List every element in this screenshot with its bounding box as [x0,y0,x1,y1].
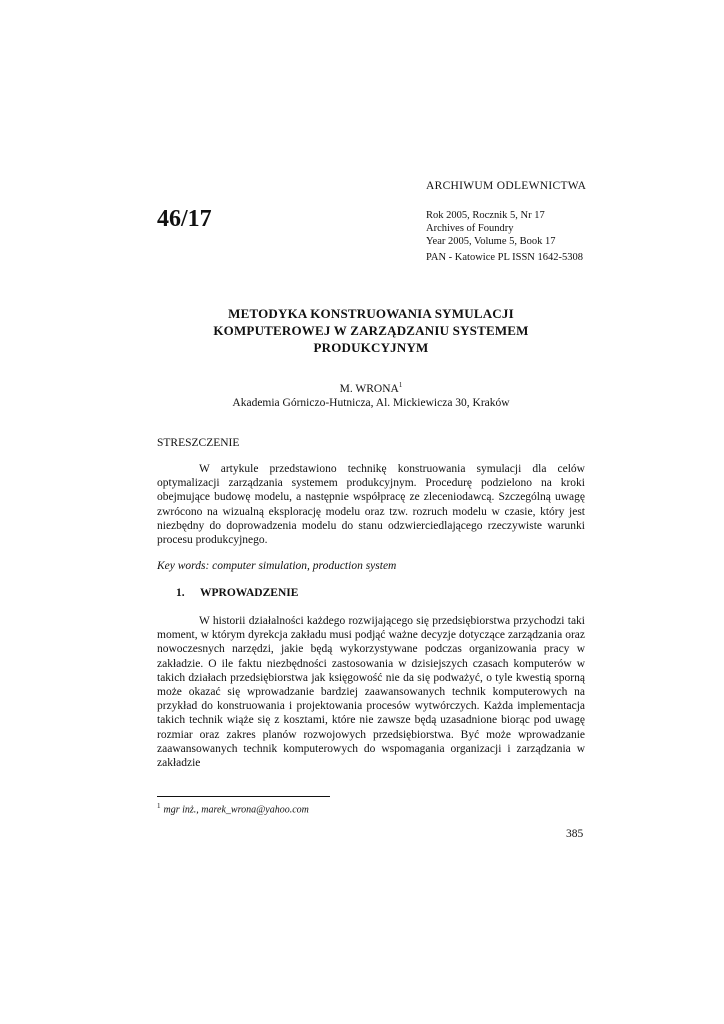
meta-line-2: Archives of Foundry [426,223,514,234]
author-name: M. WRONA [339,382,399,395]
journal-metadata [426,209,583,264]
intro-text: W historii działalności każdego rozwijającego się przedsiębiorstwa przychodzi taki moment, w którym dyrekcja zakładu musi podjąć ważne decyzje dotyczące zarządzania oraz nowoczesnych narzędzi, jakie będą wykorzystywane podczas organizowania pracy w zakładzie. O ile faktu niezbędności zastosowania w dzisiejszych czasach komputerów w takich działach przedsiębiorstwa jak księgowość nie da się podważyć, o tyle kwestią sporną może okazać się wprowadzanie bardziej zaawansowanych technik komputerowych na przykład do konstruowania i projektowania procesów wytwórczych. Każda implementacja takich technik wiąże się z kosztami, które nie zawsze będą uzasadnione biorąc pod uwagę rozmiar oraz zakres planów rozwojowych przedsiębiorstwa. Być może wprowadzanie zaawansowanych technik komputerowych do wspomagania organizacji i zarządzania w zakładzie [157,615,585,770]
section-number: 1. [176,587,185,599]
meta-line-3: Year 2005, Volume 5, Book 17 [426,236,556,247]
abstract-text: W artykule przedstawiono technikę konstruowania symulacji dla celów optymalizacji zarządzania systemem produkcyjnym. Procedurę podzielono na kroki obejmujące budowę modelu, a następnie współpracę ze zleceniodawcą. Szczególną uwagę zwrócono na wizualną eksplorację modelu oraz tzw. rozruch modelu w czasie, który jest niezbędny do doprowadzenia modelu do stanu odzwierciedlającego rzeczywiste warunki procesu produkcyjnego. [157,463,585,547]
intro-paragraph [157,614,585,770]
title-line-3: PRODUKCYJNYM [313,340,429,355]
meta-line-1: Rok 2005, Rocznik 5, Nr 17 [426,210,545,221]
abstract-paragraph [157,462,585,547]
page-number: 385 [566,828,584,840]
journal-name: ARCHIWUM ODLEWNICTWA [426,180,587,192]
author [157,381,585,395]
keywords: Key words: computer simulation, production system [157,560,397,572]
meta-line-4: PAN - Katowice PL ISSN 1642-5308 [426,252,584,263]
footnote [157,802,309,815]
footnote-text: mgr inż., marek_wrona@yahoo.com [163,804,309,816]
author-affiliation: Akademia Górniczo-Hutnicza, Al. Mickiewicza 30, Kraków [232,397,510,409]
title-line-2: KOMPUTEROWEJ W ZARZĄDZANIU SYSTEMEM [213,323,529,338]
abstract-heading: STRESZCZENIE [157,437,240,449]
paper-title [157,305,585,356]
section-heading [176,587,298,599]
section-title: WPROWADZENIE [200,587,299,599]
footnote-divider [157,796,330,797]
title-line-1: METODYKA KONSTRUOWANIA SYMULACJI [228,306,514,321]
author-footnote-mark: 1 [398,381,403,389]
footnote-mark: 1 [157,802,161,810]
article-code: 46/17 [157,206,212,232]
